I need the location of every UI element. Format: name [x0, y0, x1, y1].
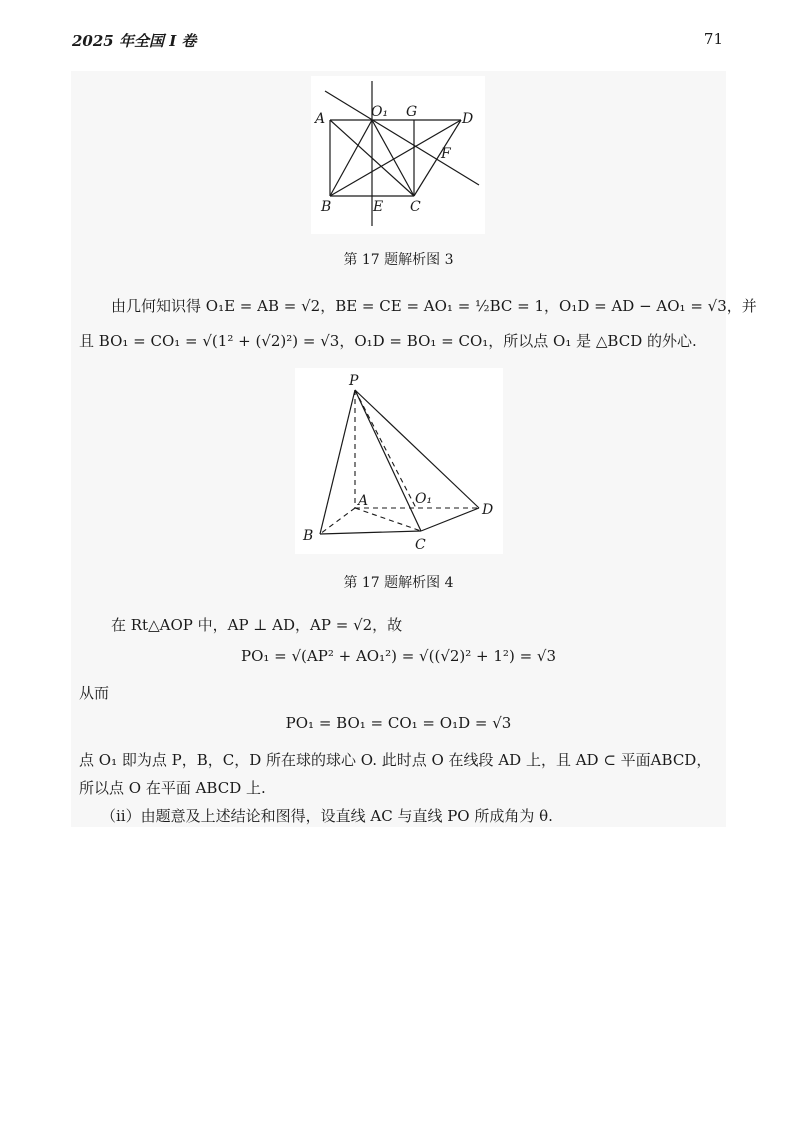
segment-CD	[414, 120, 461, 196]
figure-4-caption: 第 17 题解析图 4	[343, 575, 454, 591]
equation-1: PO₁ = √(AP² + AO₁²) = √((√2)² + 1²) = √3	[240, 647, 557, 665]
line-O1F	[325, 91, 479, 185]
edge-CD	[421, 508, 479, 531]
edge-PB	[320, 390, 355, 534]
header-title: 2025 年全国 I 卷	[72, 32, 197, 50]
label-B: B	[303, 528, 314, 544]
label-B: B	[321, 199, 332, 215]
label-D: D	[462, 111, 474, 127]
label-O1: O₁	[371, 104, 389, 120]
label-A: A	[315, 111, 326, 127]
label-D: D	[482, 502, 494, 518]
figure-3-caption: 第 17 题解析图 3	[343, 252, 454, 268]
segment-BO1	[330, 120, 372, 196]
segment-O1C	[372, 120, 414, 196]
figure-3	[311, 76, 485, 234]
equation-2: PO₁ = BO₁ = CO₁ = O₁D = √3	[285, 714, 512, 732]
edge-AC	[355, 508, 421, 531]
label-P: P	[349, 373, 359, 389]
para2-line3: 点 O₁ 即为点 P，B，C，D 所在球的球心 O. 此时点 O 在线段 AD 上，且 AD ⊂ 平面ABCD，	[79, 751, 712, 769]
para2-line5: （ii）由题意及上述结论和图得，设直线 AC 与直线 PO 所成角为 θ.	[101, 807, 553, 825]
figure-4-diagram	[295, 368, 503, 554]
para2-line4: 所以点 O 在平面 ABCD 上.	[79, 779, 266, 797]
label-A: A	[358, 493, 369, 509]
figure-3-diagram	[311, 76, 485, 234]
page-number: 71	[703, 30, 723, 48]
label-O1: O₁	[415, 491, 433, 507]
para1-line1: 由几何知识得 O₁E = AB = √2，BE = CE = AO₁ = ½BC = 1，O₁D = AD − AO₁ = √3，并	[111, 297, 757, 315]
edge-PC	[355, 390, 421, 531]
label-C: C	[410, 199, 421, 215]
figure-4	[295, 368, 503, 554]
para2-line2: 从而	[79, 684, 110, 702]
segment-PO1	[355, 390, 416, 508]
para2-line1: 在 Rt△AOP 中，AP ⊥ AD，AP = √2，故	[111, 616, 403, 634]
label-G: G	[406, 104, 418, 120]
para1-line2: 且 BO₁ = CO₁ = √(1² + (√2)²) = √3，O₁D = BO₁ = CO₁，所以点 O₁ 是 △BCD 的外心.	[79, 332, 697, 350]
label-F: F	[441, 146, 451, 162]
solution-panel	[71, 71, 757, 827]
label-E: E	[373, 199, 384, 215]
label-C: C	[415, 537, 426, 553]
edge-BC	[320, 531, 421, 534]
